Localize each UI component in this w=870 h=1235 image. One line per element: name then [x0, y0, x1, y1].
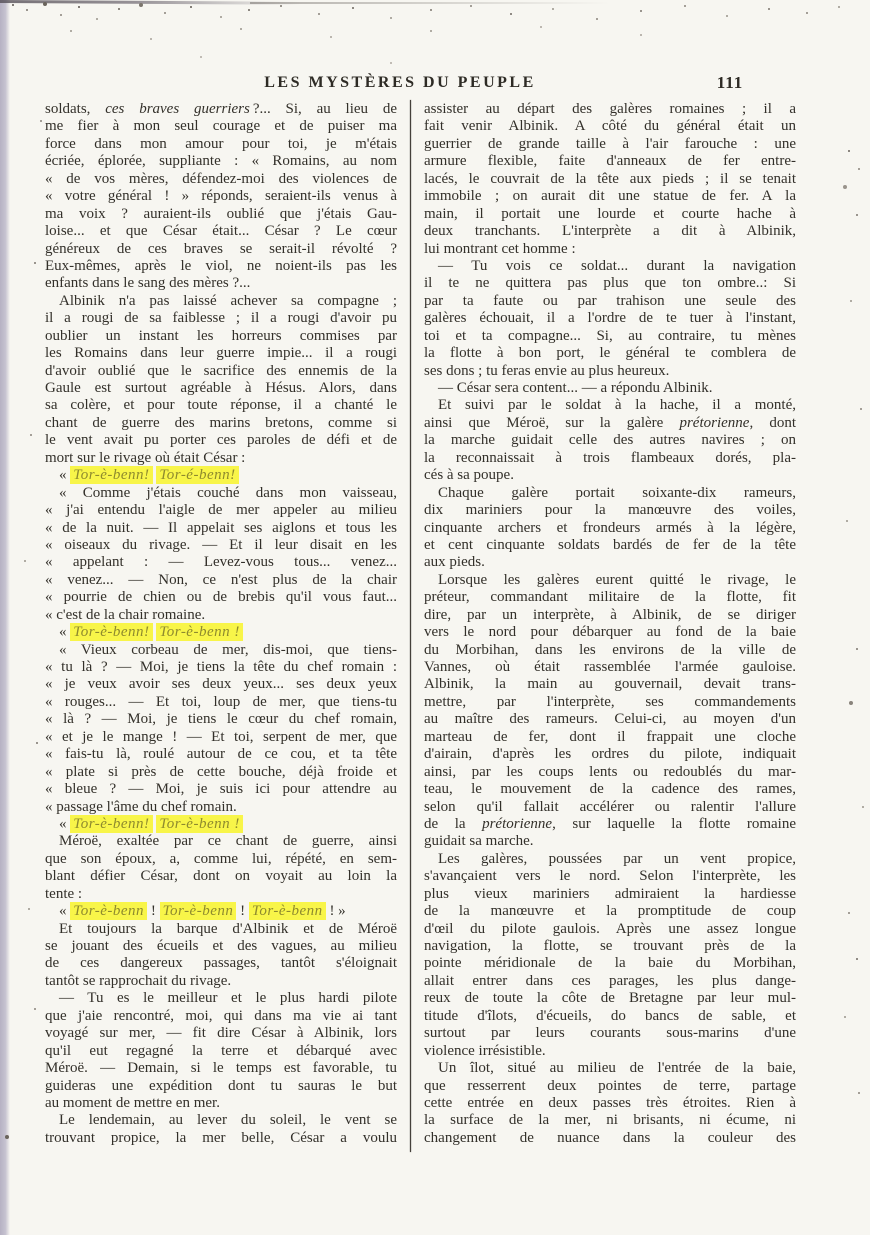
text-line: guerrier de grande taille à l'air farouche : une: [424, 135, 796, 152]
text-line: « appelant : — Levez-vous tous... venez...: [45, 554, 397, 571]
text-line: loise... et que César était... César ? Le cœur: [45, 223, 397, 240]
text-line: marteau de fer, dont il frappait une cloche: [424, 728, 796, 745]
highlighted-phrase: Tor-è-benn: [70, 902, 147, 920]
text-line: au moment de mettre en mer.: [45, 1094, 220, 1111]
text-line: généreux de ces braves se serait-il révolté ?: [45, 240, 397, 257]
text-line: le vent avait pu porter ces paroles de défi et de: [45, 432, 397, 449]
text-line: — Tu es le meilleur et le plus hardi pilote: [59, 990, 397, 1007]
text-column-left: [45, 101, 397, 1147]
text-line: « Tor-è-benn! Tor-è-benn !: [45, 816, 397, 833]
text-line: allait entrer dans ces parages, les plus dange-: [424, 972, 796, 989]
text-line: « de la nuit. — Il appelait ses aiglons et tous les: [45, 519, 397, 536]
text-line: « Tor-è-benn ! Tor-è-benn ! Tor-è-benn ! »: [59, 903, 346, 920]
text-line: cés à sa poupe.: [424, 467, 514, 484]
text-line: me fier à mon seul courage et de puiser ma: [45, 118, 397, 135]
column-divider-rule: [410, 100, 411, 1152]
text-line: par ta faute ou par trahison une seule des: [424, 292, 796, 309]
text-line: et cent cinquante soldats bardés de fer de la tête: [424, 536, 796, 553]
highlighted-phrase: Tor-è-benn: [249, 902, 326, 920]
text-line: Gaule est surtout agréable à Hésus. Alors, dans: [45, 380, 397, 396]
text-line: soldats, ces braves guerriers ?... Si, au lieu de: [45, 101, 398, 117]
text-line: « oiseaux du rivage. — Et il leur disait en les: [45, 536, 397, 553]
text-line: cette entrée en deux passes très étroites. Rien à: [424, 1094, 796, 1111]
text-line: main, il portait une lourde et courte hache à: [424, 205, 796, 222]
text-line: du Morbihan, dans les environs de la ville de: [424, 641, 796, 658]
text-line: guidait sa marche.: [424, 833, 534, 850]
italic-text: ces braves guerriers: [105, 101, 250, 117]
scan-artifact-streak: [250, 2, 610, 4]
text-line: plus vieux mariniers admiraient la hardiesse: [424, 885, 796, 902]
text-line: oublier un instant les horreurs commises par: [45, 327, 397, 344]
text-line: — César sera content... — a répondu Albinik.: [438, 380, 713, 396]
text-line: de la manœuvre et la promptitude de coup: [424, 903, 796, 920]
italic-text: prétorienne: [482, 815, 553, 832]
highlighted-phrase: Tor-é-benn!: [156, 466, 238, 484]
text-line: violence irrésistible.: [424, 1042, 546, 1059]
text-line: « de vos mères, défendez-moi des violences de: [45, 170, 397, 187]
text-line: teau, le mouvement de la cadence des rames,: [424, 781, 796, 798]
text-line: « tu là ? — Moi, je tiens la tête du chef romain :: [45, 659, 397, 675]
text-line: dix mariniers pour la manœuvre des voiles,: [424, 502, 796, 519]
text-line: que j'aie rencontré, moi, qui dans ma vie ai tant: [45, 1007, 397, 1024]
text-line: guideras une expédition dont tu sauras le but: [45, 1077, 397, 1094]
page-number: 111: [716, 73, 744, 92]
text-line: d'œil du pilote gaulois. Après une assez longue: [424, 920, 796, 937]
highlighted-phrase: Tor-è-benn !: [156, 815, 243, 833]
text-line: vers le nord pour débarquer au fond de la baie: [424, 624, 796, 641]
text-line: tantôt se rapprochait du rivage.: [45, 972, 232, 989]
text-line: pointe méridionale de la baie du Morbihan,: [424, 955, 796, 972]
text-line: titude d'îlots, d'écueils, do bancs de sable, et: [424, 1007, 796, 1024]
text-line: « j'ai entendu l'aigle de mer appeler au milieu: [45, 502, 397, 519]
text-line: Albinik n'a pas laissé achever sa compagne ;: [59, 292, 397, 309]
text-line: Les galères, poussées par un vent propice,: [438, 850, 796, 867]
text-line: fait venir Albinik. A côté du général était un: [424, 118, 796, 135]
text-line: « plate si près de cette bouche, déjà froide et: [45, 763, 397, 780]
text-line: écriée, éplorée, suppliante : « Romains, au nom: [45, 153, 397, 170]
text-line: Méroë, exaltée par ce chant de guerre, ainsi: [59, 833, 397, 850]
text-line: « Vieux corbeau de mer, dis-moi, que tiens-: [59, 641, 397, 658]
text-line: la marche guidait celle des autres navires ; on: [424, 432, 796, 449]
highlighted-phrase: Tor-è-benn!: [70, 815, 152, 833]
text-line: « passage l'âme du chef romain.: [45, 798, 237, 815]
text-line: se jouant des écueils et des vagues, au milieu: [45, 938, 397, 954]
text-line: « c'est de la chair romaine.: [45, 606, 206, 623]
text-line: blant défier César, dont on voyait au loin la: [45, 868, 397, 885]
text-line: ainsi, par les coups lents ou redoublés du mar-: [424, 763, 796, 780]
highlighted-phrase: Tor-è-benn: [160, 902, 237, 920]
text-line: ses dons ; tu feras envie au plus heureux.: [424, 362, 670, 379]
text-line: au maître des rameurs. Celui-ci, au moyen d'un: [424, 711, 796, 728]
text-line: assister au départ des galères romaines ; il a: [424, 101, 796, 117]
text-line: la surface de la mer, ni brisants, ni écume, ni: [424, 1112, 796, 1129]
text-line: trouvant propice, la mer belle, César a voulu: [45, 1129, 397, 1146]
text-line: la reconnaissait à trois flambeaux dorés, pla-: [424, 449, 796, 466]
text-line: de ces dangereux passages, tantôt s'éloignait: [45, 955, 397, 972]
text-line: Lorsque les galères eurent quitté le rivage, le: [438, 571, 796, 588]
text-line: « Tor-è-benn! Tor-é-benn!: [45, 467, 397, 484]
text-line: « votre général ! » réponds, seraient-ils venus à: [45, 188, 397, 205]
text-line: « bleue ? — Moi, je suis ici pour attendre au: [45, 781, 397, 798]
text-line: « je veux avoir ses deux yeux... ses deux yeux: [45, 676, 397, 693]
text-line: la flotte à bon port, le général te comblera de: [424, 345, 796, 362]
text-line: d'avoir oublié que le sacrifice des ennemis de la: [45, 362, 397, 379]
text-line: Un îlot, situé au milieu de l'entrée de la baie,: [438, 1060, 796, 1077]
text-line: « venez... — Non, ce n'est plus de la chair: [45, 571, 397, 588]
text-line: préteur, commandant militaire de la flotte, fit: [424, 589, 796, 606]
text-line: qu'il eut regagné la terre et débarqué avec: [45, 1042, 397, 1059]
text-line: surtout par leurs courants sous-marins d'une: [424, 1025, 796, 1042]
text-line: chant de guerre des marins bretons, comme si: [45, 414, 397, 431]
text-line: d'airain, d'après les ordres du pilote, indiquait: [424, 746, 796, 763]
text-line: cinquante archers et frondeurs armés à la légère,: [424, 519, 796, 536]
text-line: Et toujours la barque d'Albinik et de Méroë: [59, 920, 397, 937]
text-line: que son époux, a, comme lui, répété, en sem-: [45, 850, 397, 867]
highlighted-phrase: Tor-è-benn !: [156, 623, 243, 641]
text-line: il a rougi de sa faiblesse ; il a rougi d'avoir pu: [45, 310, 397, 327]
running-header-title: LES MYSTÈRES DU PEUPLE: [264, 74, 536, 91]
text-line: changement de nuance dans la couleur des: [424, 1129, 796, 1146]
text-line: toi et ta compagne... Si, au contraire, tu mènes: [424, 327, 796, 344]
scan-noise-specks: [0, 0, 2, 2]
highlighted-phrase: Tor-è-benn!: [70, 623, 152, 641]
text-line: « Tor-è-benn! Tor-è-benn !: [45, 624, 397, 641]
text-line: les Romains dans leur guerre impie... il a rougi: [45, 345, 397, 362]
text-line: mettre, par l'interprète, ses commandements: [424, 693, 796, 710]
text-line: « fais-tu là, roulé autour de ce cou, et ta tête: [45, 746, 397, 763]
text-line: « Comme j'étais couché dans mon vaisseau,: [59, 484, 397, 501]
text-line: force dans mon amour pour toi, je m'étais: [45, 135, 397, 152]
text-line: « pourrie de chien ou de brebis qu'il vous faut...: [45, 589, 397, 606]
text-line: galères échouait, il a l'ordre de te tuer à l'instant,: [424, 310, 796, 327]
text-line: sa colère, et pour toute réponse, il a chanté le: [45, 397, 397, 414]
text-line: « rouges... — Et toi, loup de mer, que tiens-tu: [45, 693, 397, 710]
text-line: deux tranchants. L'interprète a dit à Albinik,: [424, 223, 796, 240]
highlighted-phrase: Tor-è-benn!: [70, 466, 152, 484]
text-line: mort sur le rivage où était César :: [45, 449, 246, 466]
text-line: que resserrent deux pointes de terre, partage: [424, 1077, 796, 1094]
text-line: reux de toute la côte de Bretagne par leur mul-: [424, 990, 796, 1007]
text-line: Le lendemain, au lever du soleil, le vent se: [59, 1112, 397, 1129]
text-line: de la prétorienne, sur laquelle la flotte romaine: [424, 815, 797, 832]
text-line: il te ne quittera pas plus que ton ombre..: Si: [424, 275, 796, 292]
text-line: — Tu vois ce soldat... durant la navigation: [438, 257, 796, 274]
text-line: navigation, la flotte, se trouvant près de la: [424, 938, 796, 954]
text-line: tente :: [45, 885, 83, 902]
text-line: dire, par un interprète, à Albinik, de se diriger: [424, 606, 796, 623]
text-column-right: [424, 101, 796, 1147]
text-line: lacés, le couvrait de la tête aux pieds ; il se tenait: [424, 170, 796, 187]
text-line: enfants dans le sang des mères ?...: [45, 275, 251, 292]
text-line: lui montrant cet homme :: [424, 240, 576, 257]
text-line: armure flexible, faite d'anneaux de fer entre-: [424, 153, 796, 170]
text-line: Eux-mêmes, après le viol, ne noient-ils pas les: [45, 257, 397, 274]
italic-text: prétorienne: [679, 414, 750, 431]
text-line: Vannes, où était rassemblée l'armée gauloise.: [424, 659, 796, 675]
text-line: ma voix ? auraient-ils oublié que j'étais Gau-: [45, 205, 397, 222]
text-line: selon qu'il fallait accélérer ou ralentir l'allure: [424, 798, 796, 815]
text-line: aux pieds.: [424, 554, 485, 571]
text-line: s'avançaient vers le nord. Selon l'interprète, les: [424, 868, 796, 885]
text-line: Albinik, la main au gouvernail, devait trans-: [424, 676, 796, 693]
text-line: ainsi que Méroë, sur la galère prétorienne, dont: [424, 414, 797, 431]
text-line: « là ? — Moi, je tiens le cœur du chef romain,: [45, 711, 397, 728]
scan-edge-strip: [0, 0, 10, 1235]
text-line: « et je le mange ! — Et toi, serpent de mer, que: [45, 728, 397, 745]
text-line: voyagé sur mer, — fit dire César à Albinik, lors: [45, 1025, 397, 1042]
text-line: Méroë. — Demain, si le temps est favorable, tu: [45, 1060, 397, 1077]
text-line: immobile ; on aurait dit une statue de fer. A la: [424, 188, 796, 205]
text-line: Chaque galère portait soixante-dix rameurs,: [438, 484, 796, 501]
text-line: Et suivi par le soldat à la hache, il a monté,: [438, 397, 796, 414]
